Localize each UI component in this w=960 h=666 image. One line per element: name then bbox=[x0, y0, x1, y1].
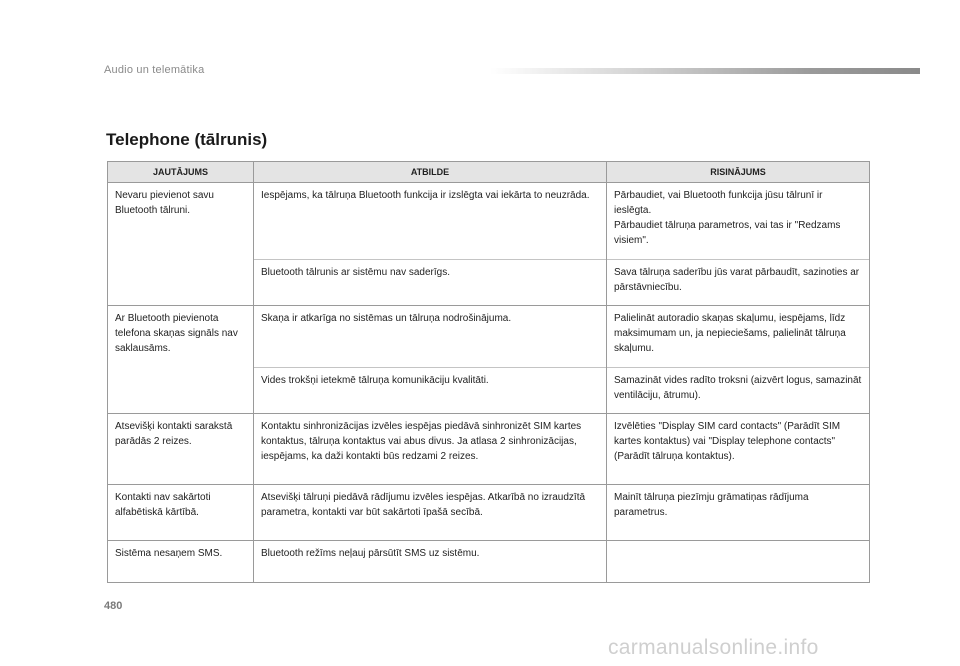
answer-cell bbox=[254, 260, 607, 306]
column-header-question: JAUTĀJUMS bbox=[108, 162, 254, 183]
column-header-answer: ATBILDE bbox=[254, 162, 607, 183]
question-cell bbox=[108, 306, 254, 414]
solution-cell bbox=[607, 541, 870, 583]
solution-cell bbox=[607, 306, 870, 368]
answer-cell bbox=[254, 414, 607, 485]
answer-text: Bluetooth tālrunis ar sistēmu nav saderīgs. bbox=[261, 267, 450, 278]
solution-text: Pārbaudiet, vai Bluetooth funkcija jūsu tālrunī ir ieslēgta. Pārbaudiet tālruņa parametros, vai tas ir "Redzams visiem". bbox=[614, 190, 841, 246]
solution-cell bbox=[607, 414, 870, 485]
solution-text: Palielināt autoradio skaņas skaļumu, iespējams, līdz maksimumam un, ja nepieciešams, palielināt tālruņa skaļumu. bbox=[614, 313, 846, 354]
question-cell bbox=[108, 485, 254, 541]
question-text: Sistēma nesaņem SMS. bbox=[115, 548, 223, 559]
question-cell bbox=[108, 541, 254, 583]
answer-text: Iespējams, ka tālruņa Bluetooth funkcija ir izslēgta vai iekārta to neuzrāda. bbox=[261, 190, 590, 201]
question-text: Nevaru pievienot savu Bluetooth tālruni. bbox=[115, 190, 214, 216]
question-text: Atsevišķi kontakti sarakstā parādās 2 reizes. bbox=[115, 421, 233, 447]
answer-cell bbox=[254, 368, 607, 414]
question-cell bbox=[108, 183, 254, 306]
table-header-row bbox=[108, 162, 870, 183]
table-row bbox=[108, 541, 870, 583]
header-rule bbox=[490, 68, 920, 74]
answer-cell bbox=[254, 306, 607, 368]
page-title: Telephone (tālrunis) bbox=[106, 130, 268, 149]
column-header-solution: RISINĀJUMS bbox=[607, 162, 870, 183]
answer-cell bbox=[254, 183, 607, 260]
solution-text: Izvēlēties "Display SIM card contacts" (Parādīt SIM kartes kontaktus) vai "Display telephone contacts" (Parādīt tālruņa kontaktus). bbox=[614, 421, 841, 462]
answer-text: Skaņa ir atkarīga no sistēmas un tālruņa nodrošinājuma. bbox=[261, 313, 512, 324]
question-text: Kontakti nav sakārtoti alfabētiskā kārtībā. bbox=[115, 492, 211, 518]
question-cell bbox=[108, 414, 254, 485]
solution-cell bbox=[607, 260, 870, 306]
page-number: 480 bbox=[104, 600, 123, 612]
table-row bbox=[108, 306, 870, 368]
answer-cell bbox=[254, 485, 607, 541]
solution-cell bbox=[607, 368, 870, 414]
watermark: carmanualsonline.info bbox=[608, 636, 819, 659]
table-row bbox=[108, 414, 870, 485]
table-row bbox=[108, 485, 870, 541]
faq-table bbox=[107, 161, 870, 583]
solution-cell bbox=[607, 485, 870, 541]
answer-text: Kontaktu sinhronizācijas izvēles iespējas piedāvā sinhronizēt SIM kartes kontaktus, tālruņa kontaktus vai abus divus. Ja atlasa 2 sinhronizācijas, iespējams, ka daži kontakti būs redzami 2 reizes. bbox=[261, 421, 582, 462]
solution-text: Samazināt vides radīto troksni (aizvērt logus, samazināt ventilāciju, ātrumu). bbox=[614, 375, 862, 401]
answer-text: Atsevišķi tālruņi piedāvā rādījumu izvēles iespējas. Atkarībā no izraudzītā parametra, kontakti var būt sakārtoti īpašā secībā. bbox=[261, 492, 586, 518]
table-row bbox=[108, 183, 870, 260]
question-text: Ar Bluetooth pievienota telefona skaņas signāls nav saklausāms. bbox=[115, 313, 238, 354]
running-header: Audio un telemātika bbox=[104, 64, 205, 76]
solution-text: Mainīt tālruņa piezīmju grāmatiņas rādījuma parametrus. bbox=[614, 492, 809, 518]
solution-cell bbox=[607, 183, 870, 260]
answer-text: Vides trokšņi ietekmē tālruņa komunikāciju kvalitāti. bbox=[261, 375, 489, 386]
answer-cell bbox=[254, 541, 607, 583]
solution-text: Sava tālruņa saderību jūs varat pārbaudīt, sazinoties ar pārstāvniecību. bbox=[614, 267, 860, 293]
answer-text: Bluetooth režīms neļauj pārsūtīt SMS uz sistēmu. bbox=[261, 548, 480, 559]
